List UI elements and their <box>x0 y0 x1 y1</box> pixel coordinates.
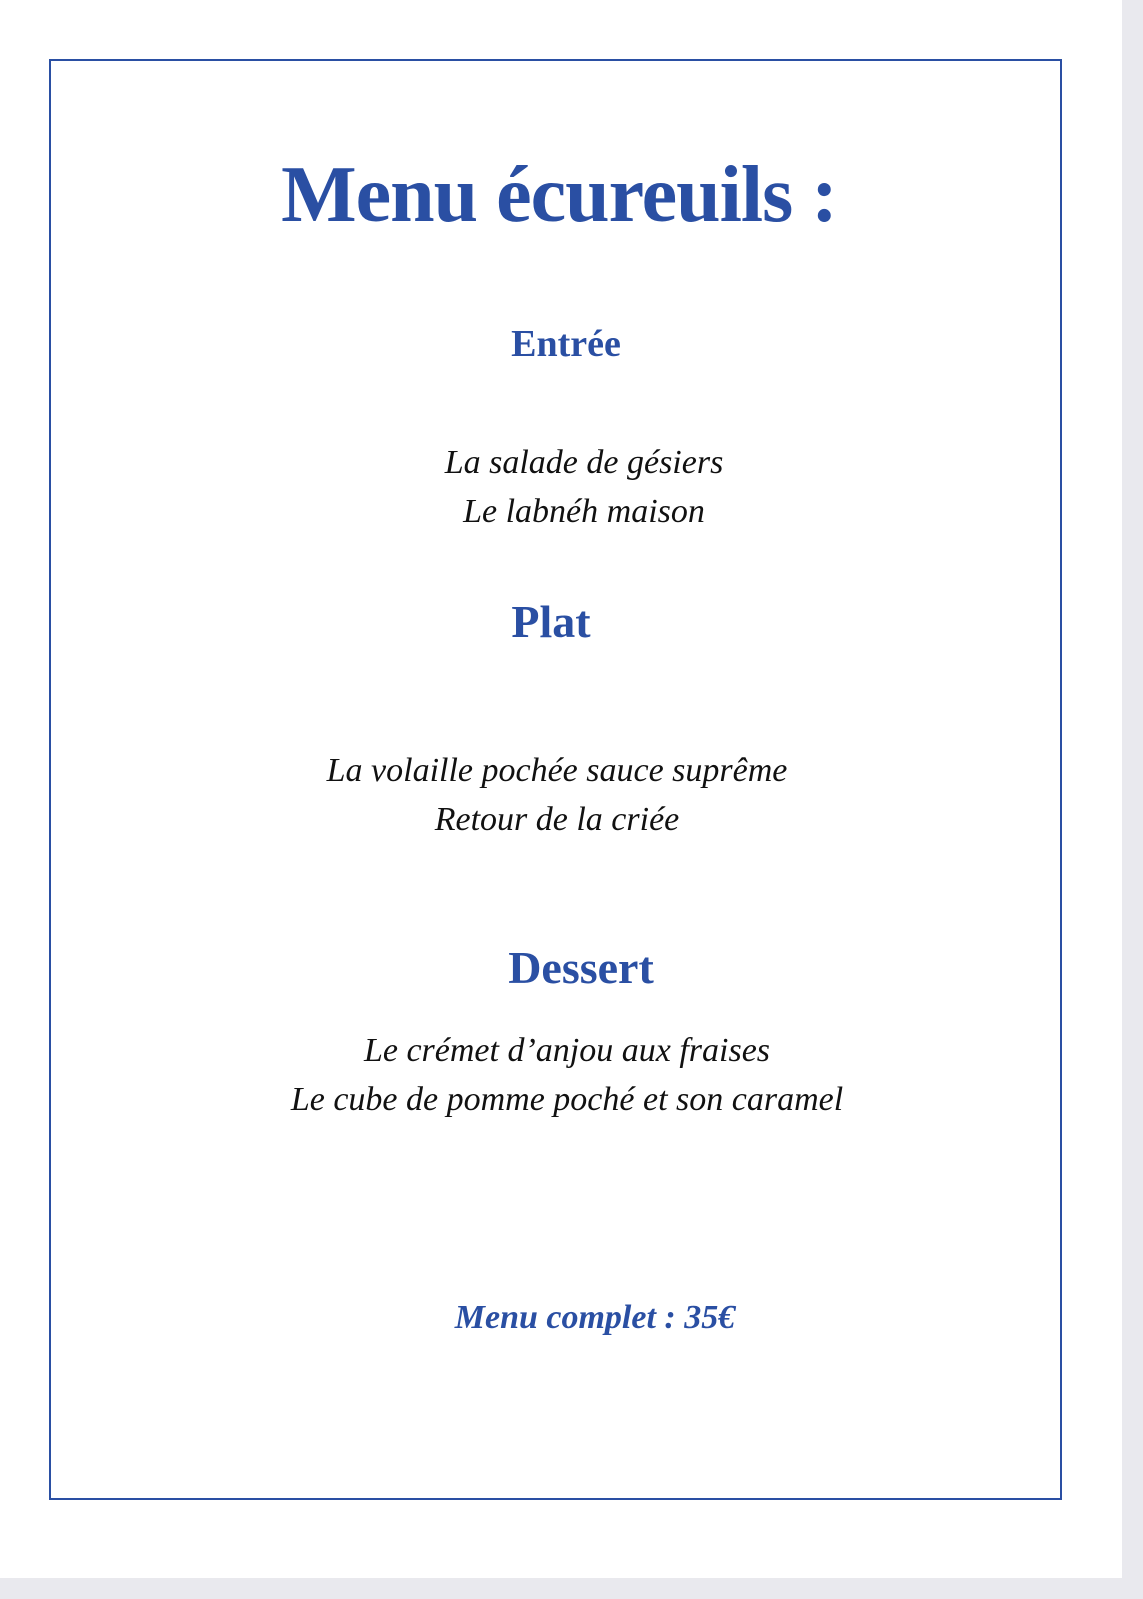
section-heading-dessert: Dessert <box>508 942 654 993</box>
menu-title: Menu écureuils : <box>281 151 837 239</box>
dish-item: Retour de la criée <box>434 801 680 838</box>
dish-item: Le cube de pomme poché et son caramel <box>290 1081 844 1118</box>
dish-item: Le crémet d’anjou aux fraises <box>363 1032 771 1069</box>
dish-item: La volaille pochée sauce suprême <box>326 752 788 789</box>
entree-items <box>445 438 724 536</box>
section-heading-plat: Plat <box>511 596 591 647</box>
dish-item: La salade de gésiers <box>444 444 724 481</box>
section-heading-entree: Entrée <box>511 323 621 365</box>
dessert-items <box>291 1026 843 1124</box>
plat-items <box>327 746 788 844</box>
dish-item: Le labnéh maison <box>463 493 705 530</box>
menu-price: Menu complet : 35€ <box>454 1299 736 1336</box>
